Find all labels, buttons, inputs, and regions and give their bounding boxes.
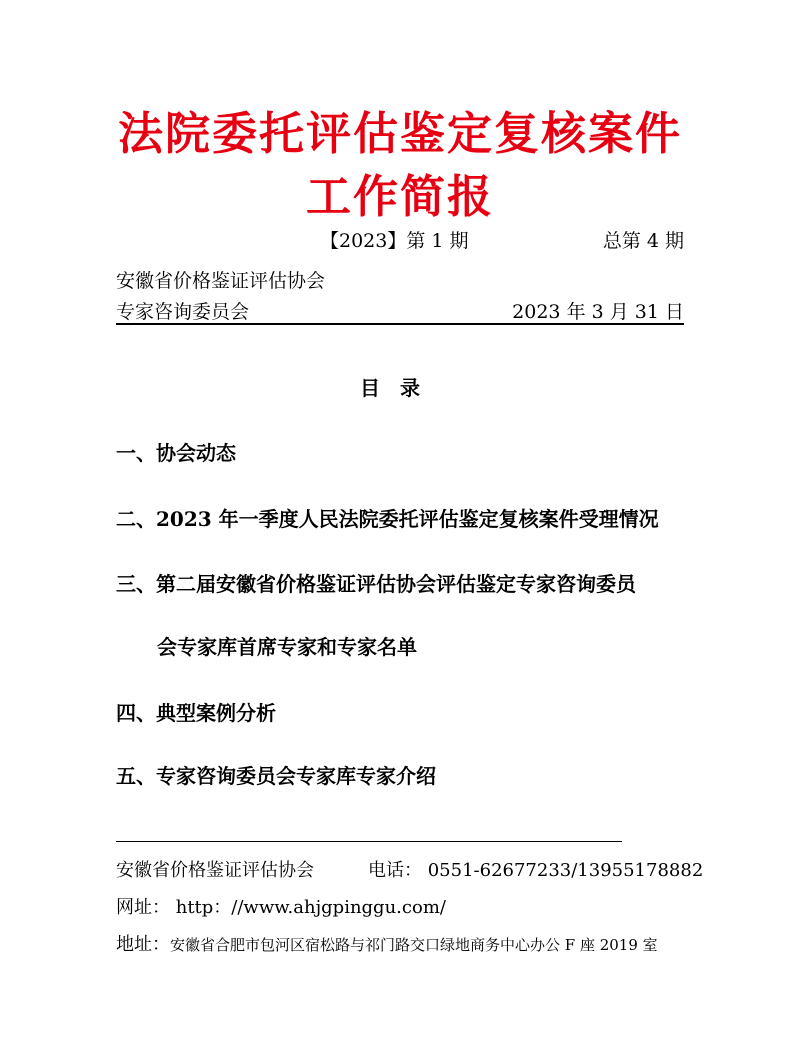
issue-number: 【2023】第 1 期 <box>320 230 469 252</box>
footer-address-label: 地址： <box>116 934 170 955</box>
footer-contact-line <box>116 856 704 882</box>
footer-address-line <box>116 930 658 956</box>
footer-org: 安徽省价格鉴证评估协会 <box>116 860 314 881</box>
toc-item-2: 二、2023 年一季度人民法院委托评估鉴定复核案件受理情况 <box>116 507 659 531</box>
issue-date: 2023 年 3 月 31 日 <box>512 301 684 323</box>
committee-name: 专家咨询委员会 <box>116 301 250 323</box>
toc-item-4: 四、典型案例分析 <box>116 701 276 725</box>
issue-line <box>0 226 800 256</box>
toc-item-3-continued: 会专家库首席专家和专家名单 <box>157 635 417 659</box>
organization-name: 安徽省价格鉴证评估协会 <box>116 270 326 292</box>
footer-phone: 电话： 0551-62677233/13955178882 <box>368 860 704 881</box>
toc-item-5: 五、专家咨询委员会专家库专家介绍 <box>116 764 436 788</box>
header-divider <box>116 323 684 325</box>
issue-total: 总第 4 期 <box>602 230 684 252</box>
footer-divider <box>116 841 622 842</box>
footer-address: 安徽省合肥市包河区宿松路与祁门路交口绿地商务中心办公 F 座 2019 室 <box>170 936 658 954</box>
toc-item-3: 三、第二届安徽省价格鉴证评估协会评估鉴定专家咨询委员 <box>116 572 636 596</box>
footer-website: 网址： http：//www.ahjgpinggu.com/ <box>116 897 446 918</box>
toc-heading: 目录 <box>360 376 440 400</box>
report-title-line1: 法院委托评估鉴定复核案件 <box>117 107 682 160</box>
toc-item-1: 一、协会动态 <box>116 441 236 465</box>
report-title-line2: 工作简报 <box>305 170 494 223</box>
